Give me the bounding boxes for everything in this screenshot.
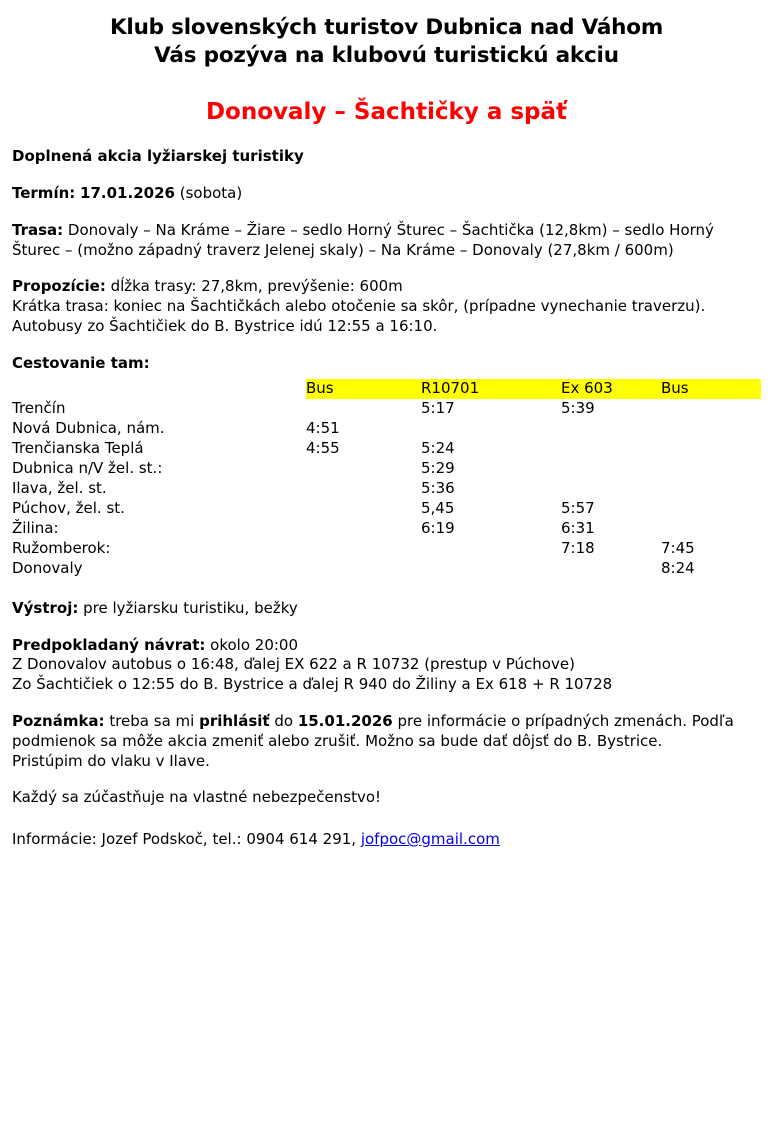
table-header-row <box>12 379 761 399</box>
date-day: (sobota) <box>179 183 243 202</box>
table-row <box>12 539 761 559</box>
table-row <box>12 479 761 499</box>
station-name: Nová Dubnica, nám. <box>12 419 165 438</box>
proposition-line-2: Krátka trasa: koniec na Šachtičkách alebo otočenie sa skôr, (prípadne vynechanie traverzu). Autobusy zo Šachtičiek do B. Bystrice idú 12:55 a 16:10. <box>12 297 706 335</box>
table-row <box>12 439 761 459</box>
col-header-r10701: R10701 <box>421 379 561 399</box>
station-name: Dubnica n/V žel. st.: <box>12 459 163 478</box>
departure-time <box>306 559 421 579</box>
departure-time: 5,45 <box>421 499 455 518</box>
departure-time <box>421 559 561 579</box>
station-name: Žilina: <box>12 519 59 538</box>
timetable-body <box>12 399 761 578</box>
departure-time: 5:29 <box>421 459 455 478</box>
return-line <box>12 636 761 656</box>
note-line <box>12 712 761 752</box>
spacer <box>12 619 761 636</box>
departure-time <box>561 559 661 579</box>
table-row <box>12 519 761 539</box>
col-header-bus-2: Bus <box>661 379 761 399</box>
station-name: Trenčianska Teplá <box>12 439 144 458</box>
route-label: Trasa: <box>12 220 64 239</box>
note-part-1: treba sa mi <box>104 712 200 731</box>
note-part-3: pre informácie o prípadných zmenách. Podľa podmienok sa môže akcia zmeniť alebo zrušiť. Možno sa bude dať dôjsť do B. Bystrice. <box>12 712 734 750</box>
proposition-text: dĺžka trasy: 27,8km, prevýšenie: 600m <box>105 277 403 296</box>
event-title: Donovaly – Šachtičky a späť <box>205 98 568 125</box>
note-bold-1: prihlásiť <box>199 712 270 731</box>
return-label: Predpokladaný návrat: <box>12 635 206 654</box>
disclaimer: Každý sa zúčastňuje na vlastné nebezpečenstvo! <box>12 788 382 807</box>
header-line-1: Klub slovenských turistov Dubnica nad Váhom <box>109 15 664 40</box>
departure-time <box>661 499 761 519</box>
station-name: Ružomberok: <box>12 538 111 557</box>
proposition-label: Propozície: <box>12 277 106 296</box>
spacer <box>12 167 761 184</box>
footer-text: Informácie: Jozef Podskoč, tel.: 0904 614 291, <box>12 830 361 849</box>
spacer <box>12 579 761 599</box>
departure-time: 6:19 <box>421 519 455 538</box>
station-name: Púchov, žel. st. <box>12 499 125 518</box>
departure-time: 7:45 <box>661 538 695 557</box>
note-label: Poznámka: <box>12 712 105 731</box>
departure-time <box>306 519 421 539</box>
equipment-label: Výstroj: <box>12 598 79 617</box>
table-row <box>12 499 761 519</box>
spacer <box>12 260 761 277</box>
spacer <box>12 695 761 712</box>
departure-time <box>561 439 661 459</box>
organization-header <box>12 14 761 71</box>
timetable-header <box>12 379 761 399</box>
subtitle: Doplnená akcia lyžiarskej turistiky <box>12 147 304 166</box>
date-label: Termín: <box>12 183 76 202</box>
station-name: Trenčín <box>12 399 66 418</box>
col-header-station <box>12 379 306 399</box>
departure-time <box>661 419 761 439</box>
table-row <box>12 399 761 419</box>
departure-time <box>306 399 421 419</box>
equipment-text: pre lyžiarsku turistiku, bežky <box>78 598 298 617</box>
departure-time <box>561 459 661 479</box>
table-row <box>12 419 761 439</box>
departure-time: 6:31 <box>561 519 595 538</box>
return-line-2: Z Donovalov autobus o 16:48, ďalej EX 622 a R 10732 (prestup v Púchove) <box>12 655 575 674</box>
col-header-ex603: Ex 603 <box>561 379 661 399</box>
departure-time: 4:55 <box>306 439 340 458</box>
email-link[interactable]: jofpoc@gmail.com <box>360 830 500 849</box>
note-bold-2: 15.01.2026 <box>297 712 393 731</box>
departure-time: 7:18 <box>561 538 595 557</box>
departure-time: 5:39 <box>561 399 595 418</box>
departure-time: 4:51 <box>306 419 340 438</box>
departure-time: 8:24 <box>661 558 695 577</box>
departure-time <box>421 419 561 439</box>
departure-time <box>661 439 761 459</box>
note-part-2: do <box>269 712 298 731</box>
departure-time <box>661 519 761 539</box>
table-row <box>12 459 761 479</box>
departure-time: 5:36 <box>421 479 455 498</box>
departure-time: 5:17 <box>421 399 455 418</box>
spacer <box>12 204 761 221</box>
proposition-line <box>12 277 761 297</box>
route-text: Donovaly – Na Kráme – Žiare – sedlo Horný Šturec – Šachtička (12,8km) – sedlo Horný Šturec – (možno západný traverz Jelenej skaly) – Na Kráme – Donovaly (27,8km / 600m) <box>12 220 714 259</box>
departure-time: 5:24 <box>421 439 455 458</box>
departure-time <box>306 539 421 559</box>
note-line-2: Pristúpim do vlaku v Ilave. <box>12 751 210 770</box>
travel-timetable <box>12 379 761 578</box>
departure-time <box>306 499 421 519</box>
departure-time <box>661 459 761 479</box>
departure-time: 5:57 <box>561 499 595 518</box>
departure-time <box>306 479 421 499</box>
departure-time <box>306 459 421 479</box>
departure-time <box>661 479 761 499</box>
departure-time <box>661 399 761 419</box>
date-value: 17.01.2026 <box>80 183 175 202</box>
departure-time <box>561 479 661 499</box>
departure-time <box>421 539 561 559</box>
return-line-3: Zo Šachtičiek o 12:55 do B. Bystrice a ďalej R 940 do Žiliny a Ex 618 + R 10728 <box>12 675 613 694</box>
table-row <box>12 559 761 579</box>
station-name: Donovaly <box>12 558 83 577</box>
equipment-line <box>12 599 761 619</box>
return-text: okolo 20:00 <box>205 635 299 654</box>
station-name: Ilava, žel. st. <box>12 479 107 498</box>
col-header-bus-1: Bus <box>306 379 421 399</box>
footer-info <box>12 830 761 850</box>
date-line <box>12 184 761 204</box>
departure-time <box>561 419 661 439</box>
travel-heading: Cestovanie tam: <box>12 353 150 372</box>
route-line <box>12 221 761 261</box>
spacer <box>12 771 761 788</box>
header-line-2: Vás pozýva na klubovú turistickú akciu <box>154 43 619 69</box>
spacer <box>12 337 761 354</box>
